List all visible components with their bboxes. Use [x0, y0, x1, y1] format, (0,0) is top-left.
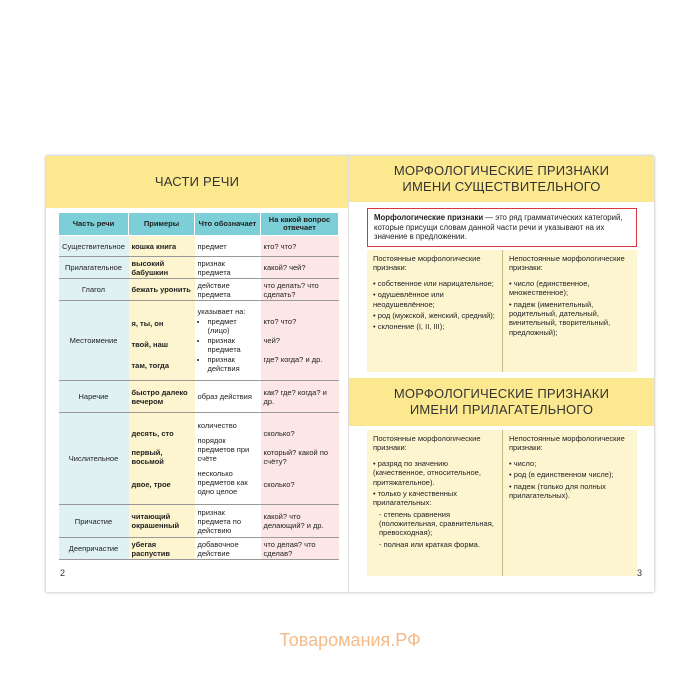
- list-item: • одушевлённое или неодушевлённое;: [373, 290, 444, 309]
- left-page-title: ЧАСТИ РЕЧИ: [154, 174, 240, 190]
- table-row: [59, 279, 339, 301]
- table-row: [59, 413, 339, 505]
- row-meaning: количество порядок предметов при счёте несколько предметов как одно целое: [195, 413, 261, 505]
- table-row: [59, 505, 339, 538]
- header-examples: Примеры: [129, 213, 195, 236]
- table-row: [59, 538, 339, 560]
- definition-term: Морфологические признаки: [374, 213, 484, 222]
- list-subitem: - полная или краткая форма.: [379, 539, 480, 549]
- row-question: кто? что?: [261, 236, 339, 257]
- row-examples: я, ты, он твой, наш там, тогда: [129, 301, 195, 381]
- row-examples: быстро далеко вечером: [129, 381, 195, 413]
- header-question: На какой вопрос отвечает: [261, 213, 339, 236]
- list-item: • род (мужской, женский, средний);: [373, 310, 495, 320]
- row-meaning: добавочное действие: [195, 538, 261, 560]
- list-item: • число (единственное, множественное);: [509, 278, 590, 298]
- table-row: [59, 301, 339, 381]
- row-question: какой? что делающий? и др.: [261, 505, 339, 538]
- list-item: • падеж (именительный, родительный, дательный, винительный, творительный, предложный);: [509, 299, 611, 337]
- row-question: сколько? который? какой по счёту? сколько?: [261, 413, 339, 505]
- list-item: • род (в единственном числе);: [509, 470, 614, 480]
- page-number-left: 2: [60, 568, 66, 578]
- row-name: Прилагательное: [59, 257, 129, 279]
- adj-features: [367, 430, 637, 576]
- book-spread: [46, 156, 654, 592]
- list-item: • разряд по значению (качественное, относительное, притяжательное).: [373, 458, 481, 487]
- row-examples: десять, сто первый, восьмой двое, трое: [129, 413, 195, 505]
- table-row: [59, 236, 339, 257]
- adj-variable-header: Непостоянные морфологические признаки:: [509, 434, 625, 453]
- table-row: [59, 381, 339, 413]
- page-number-right: 3: [636, 568, 642, 578]
- adj-variable-features: [502, 430, 637, 576]
- row-question: что делая? что сделав?: [261, 538, 339, 560]
- row-name: Наречие: [59, 381, 129, 413]
- noun-variable-features: [502, 250, 637, 372]
- noun-variable-header: Непостоянные морфологические признаки:: [509, 254, 625, 273]
- row-meaning: образ действия: [195, 381, 261, 413]
- header-meaning: Что обозначает: [195, 213, 261, 236]
- row-name: Существительное: [59, 236, 129, 257]
- row-meaning: предмет: [195, 236, 261, 257]
- definition-text: — это ряд грамматических категорий, которые присущи словам данной части речи и указывают на их значение в предложении.: [374, 213, 623, 242]
- noun-constant-header: Постоянные морфологические признаки:: [373, 254, 481, 273]
- row-question: какой? чей?: [261, 257, 339, 279]
- row-meaning: указывает на: • предмет (лицо) • признак предмета • признак действия: [195, 301, 261, 381]
- row-meaning: действие предмета: [195, 279, 261, 301]
- header-part: Часть речи: [59, 213, 129, 236]
- noun-features: [367, 250, 637, 372]
- row-question: как? где? когда? и др.: [261, 381, 339, 413]
- row-examples: бежать уронить: [129, 279, 195, 301]
- adj-section-title-band: [349, 378, 654, 426]
- row-name: Глагол: [59, 279, 129, 301]
- list-subitem: - степень сравнения (положительная, сравнительная, превосходная);: [379, 509, 494, 538]
- list-item: • падеж (только для полных прилагательных).: [509, 481, 606, 500]
- row-name: Числительное: [59, 413, 129, 505]
- table-row: [59, 257, 339, 279]
- watermark: Товаромания.РФ: [279, 630, 421, 650]
- noun-title-line2: ИМЕНИ СУЩЕСТВИТЕЛЬНОГО: [402, 179, 601, 194]
- right-page: [349, 156, 654, 592]
- noun-section-title-band: [349, 156, 654, 202]
- row-examples: кошка книга: [129, 236, 195, 257]
- row-examples: высокий бабушкин: [129, 257, 195, 279]
- table-header-row: [59, 213, 339, 236]
- row-name: Причастие: [59, 505, 129, 538]
- list-item: • склонение (I, II, III);: [373, 322, 445, 332]
- row-examples: читающий окрашенный: [129, 505, 195, 538]
- parts-of-speech-table: [58, 212, 339, 560]
- list-item: • число;: [509, 458, 537, 468]
- row-examples: убегая распустив: [129, 538, 195, 560]
- row-meaning: признак предмета: [195, 257, 261, 279]
- row-name: Местоимение: [59, 301, 129, 381]
- row-name: Деепричастие: [59, 538, 129, 560]
- left-page-title-band: [46, 156, 348, 208]
- adj-title-line2: ИМЕНИ ПРИЛАГАТЕЛЬНОГО: [409, 402, 594, 417]
- list-item: • только у качественных прилагательных:: [373, 488, 458, 508]
- row-question: кто? что? чей? где? когда? и др.: [261, 301, 339, 381]
- adj-constant-features: [367, 430, 502, 576]
- row-meaning: признак предмета по действию: [195, 505, 261, 538]
- list-item: • собственное или нарицательное;: [373, 278, 494, 288]
- noun-title-line1: МОРФОЛОГИЧЕСКИЕ ПРИЗНАКИ: [393, 163, 610, 179]
- row-question: что делать? что сделать?: [261, 279, 339, 301]
- noun-constant-features: [367, 250, 502, 372]
- left-page: [46, 156, 349, 592]
- adj-title-line1: МОРФОЛОГИЧЕСКИЕ ПРИЗНАКИ: [393, 386, 610, 402]
- definition-box: [367, 208, 637, 247]
- adj-constant-header: Постоянные морфологические признаки:: [373, 434, 481, 453]
